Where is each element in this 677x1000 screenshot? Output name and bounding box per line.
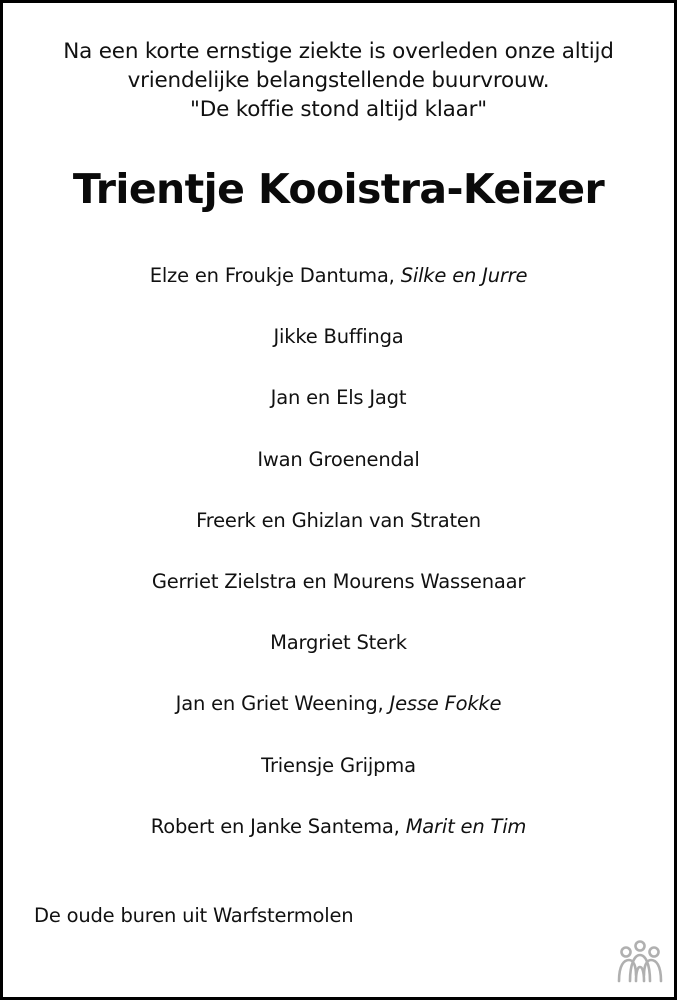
mourner-names: Iwan Groenendal [257, 447, 420, 471]
mourner-entry [3, 383, 674, 444]
intro-line: Na een korte ernstige ziekte is overleden onze altijd [63, 39, 614, 64]
mourner-entry [3, 689, 674, 750]
mourner-entry [3, 506, 674, 567]
intro-line: "De koffie stond altijd klaar" [190, 97, 487, 122]
mourner-children: Silke en Jurre [400, 264, 528, 287]
mourner-names: Freerk en Ghizlan van Straten [196, 508, 481, 532]
mourner-names: Gerriet Zielstra en Mourens Wassenaar [151, 569, 526, 593]
mourner-children: Marit en Tim [405, 814, 527, 838]
mourner-names: Jan en Els Jagt [270, 386, 407, 410]
mourners-list [3, 261, 674, 873]
mourner-names: Triensje Grijpma [261, 753, 416, 777]
mourner-entry [3, 322, 674, 383]
mourner-entry [3, 751, 674, 812]
mourner-names: Elze en Froukje Dantuma, [149, 264, 395, 287]
mourner-entry [3, 812, 674, 873]
people-group-icon [616, 939, 664, 983]
mourner-names: Jikke Buffinga [273, 325, 404, 349]
mourner-entry [3, 261, 674, 322]
intro-text [3, 37, 674, 124]
mourner-entry [3, 567, 674, 628]
mourner-names: Jan en Griet Weening, [175, 692, 384, 716]
mourner-entry [3, 628, 674, 689]
mourner-children: Jesse Fokke [389, 692, 502, 716]
signoff: De oude buren uit Warfstermolen [34, 904, 354, 927]
intro-line: vriendelijke belangstellende buurvrouw. [127, 68, 550, 93]
mourner-entry [3, 445, 674, 506]
mourner-names: Robert en Janke Santema, [150, 814, 400, 838]
mourner-names: Margriet Sterk [270, 631, 407, 655]
deceased-name: Trientje Kooistra-Keizer [72, 165, 605, 213]
